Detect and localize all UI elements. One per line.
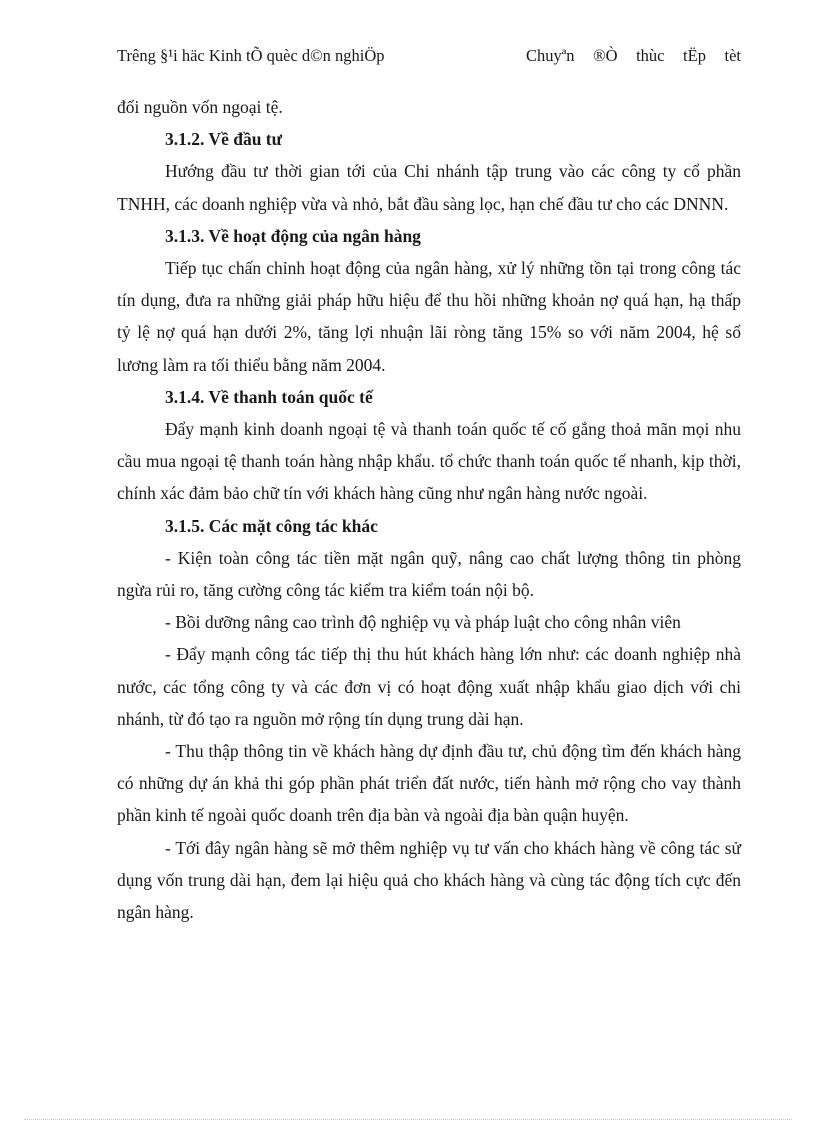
paragraph-continuation: đối nguồn vốn ngoại tệ. — [117, 97, 283, 117]
paragraph-investment: Hướng đầu tư thời gian tới của Chi nhánh tập trung vào các công ty cổ phần TNHH, các doanh nghiệp vừa và nhỏ, bắt đầu sàng lọc, hạn chế đầu tư cho các DNNN. — [117, 161, 741, 214]
header-left-text: Trêng §¹i häc Kinh tÕ quèc d©n nghiÖp — [117, 46, 385, 65]
bullet-item-cash-fund: - Kiện toàn công tác tiền mặt ngân quỹ, nâng cao chất lượng thông tin phòng ngừa rủi ro, tăng cường công tác kiểm tra kiểm toán nội bộ. — [117, 547, 741, 601]
bullet-item-consulting: - Tới đây ngân hàng sẽ mở thêm nghiệp vụ tư vấn cho khách hàng về công tác sử dụng vốn trung dài hạn, đem lại hiệu quả cho khách hàng và cùng tác động tích cực đến ngân hàng. — [117, 837, 741, 923]
section-heading-other-tasks: 3.1.5. Các mặt công tác khác — [165, 515, 378, 536]
bullet-item-customer-info: - Thu thập thông tin về khách hàng dự định đầu tư, chủ động tìm đến khách hàng có những dự án khả thi góp phần phát triển đất nước, tiến hành mở rộng cho vay thành phần kinh tế ngoài quốc doanh trên địa bàn và ngoài địa bàn quận huyện. — [117, 741, 741, 826]
paragraph-international-payment: Đẩy mạnh kinh doanh ngoại tệ và thanh toán quốc tế cố gắng thoả mãn mọi nhu cầu mua ngoại tệ thanh toán hàng nhập khẩu. tổ chức thanh toán quốc tế nhanh, kịp thời, chính xác đảm bảo chữ tín với khách hàng cũng như ngân hàng nước ngoài. — [117, 419, 741, 504]
section-heading-investment: 3.1.2. Về đầu tư — [165, 129, 283, 150]
section-heading-international-payment: 3.1.4. Về thanh toán quốc tế — [165, 386, 373, 407]
bullet-item-marketing: - Đẩy mạnh công tác tiếp thị thu hút khách hàng lớn như: các doanh nghiệp nhà nước, các tổng công ty và các đơn vị có hoạt động xuất nhập khẩu giao dịch với chi nhánh, từ đó tạo ra nguồn mở rộng tín dụng trung dài hạn. — [117, 644, 741, 729]
section-heading-bank-operations: 3.1.3. Về hoạt động của ngân hàng — [165, 225, 421, 246]
paragraph-bank-operations: Tiếp tục chấn chỉnh hoạt động của ngân hàng, xử lý những tồn tại trong công tác tín dụng, đưa ra những giải pháp hữu hiệu để thu hồi những khoản nợ quá hạn, hạ thấp tỷ lệ nợ quá hạn dưới 2%, tăng lợi nhuận lãi ròng tăng 15% so với năm 2004, hệ số lương làm ra tối thiểu bằng năm 2004. — [117, 258, 741, 375]
header-right-text: Chuyªn ®Ò thùc tËp tèt — [526, 46, 741, 65]
page-bottom-divider — [24, 1119, 792, 1120]
bullet-item-training: - Bồi dưỡng nâng cao trình độ nghiệp vụ và pháp luật cho công nhân viên — [165, 612, 681, 633]
document-body — [117, 91, 741, 928]
